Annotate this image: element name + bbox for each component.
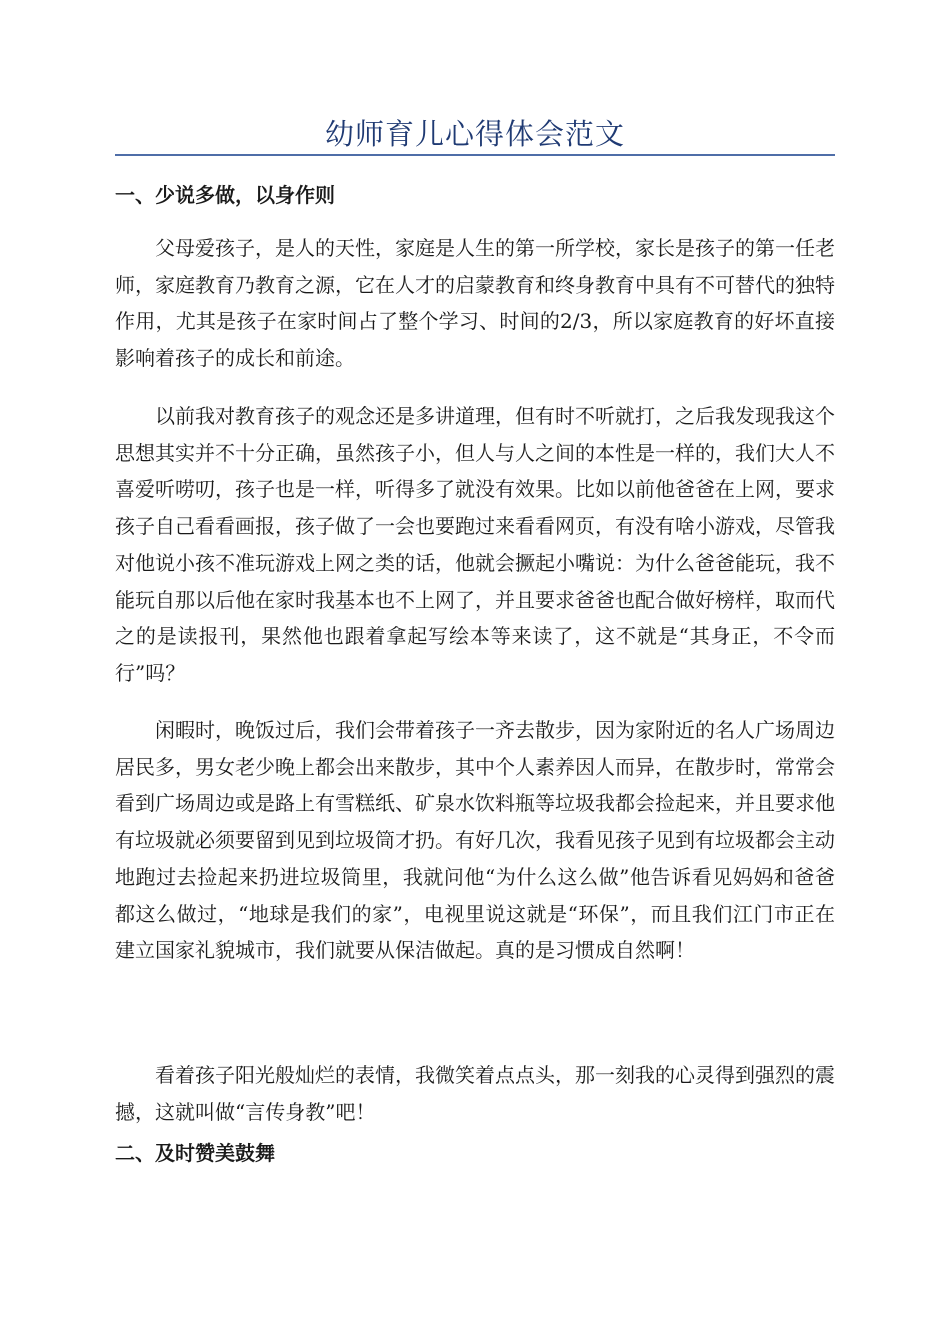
section-heading-2: 二、及时赞美鼓舞 (115, 1141, 275, 1165)
document-title: 幼师育儿心得体会范文 (324, 117, 625, 151)
section-heading-1: 一、少说多做，以身作则 (115, 183, 335, 207)
paragraph-2: 以前我对教育孩子的观念还是多讲道理，但有时不听就打，之后我发现我这个思想其实并不十分正确，虽然孩子小，但人与人之间的本性是一样的，我们大人不喜爱听唠叨，孩子也是一样，听得多了就没有效果。比如以前他爸爸在上网，要求孩子自己看看画报，孩子做了一会也要跑过来看看网页，有没有啥小游戏，尽管我对他说小孩不准玩游戏上网之类的话，他就会撅起小嘴说：为什么爸爸能玩，我不能玩自那以后他在家时我基本也不上网了，并且要求爸爸也配合做好榜样，取而代之的是读报刊，果然他也跟着拿起写绘本等来读了，这不就是“其身正，不令而行”吗？ (115, 404, 835, 685)
paragraph-4: 看着孩子阳光般灿烂的表情，我微笑着点点头，那一刻我的心灵得到强烈的震撼，这就叫做“言传身教”吧！ (115, 1063, 835, 1124)
title-underline (115, 154, 835, 156)
paragraph-3: 闲暇时，晚饭过后，我们会带着孩子一齐去散步，因为家附近的名人广场周边居民多，男女老少晚上都会出来散步，其中个人素养因人而异，在散步时，常常会看到广场周边或是路上有雪糕纸、矿泉水饮料瓶等垃圾我都会捡起来，并且要求他有垃圾就必须要留到见到垃圾筒才扔。有好几次，我看见孩子见到有垃圾都会主动地跑过去捡起来扔进垃圾筒里，我就问他“为什么这么做”他告诉看见妈妈和爸爸都这么做过，“地球是我们的家”，电视里说这就是“环保”，而且我们江门市正在建立国家礼貌城市，我们就要从保洁做起。真的是习惯成自然啊！ (115, 718, 835, 963)
paragraph-1: 父母爱孩子，是人的天性，家庭是人生的第一所学校，家长是孩子的第一任老师，家庭教育乃教育之源，它在人才的启蒙教育和终身教育中具有不可替代的独特作用，尤其是孩子在家时间占了整个学习、时间的2/3，所以家庭教育的好坏直接影响着孩子的成长和前途。 (115, 236, 835, 371)
